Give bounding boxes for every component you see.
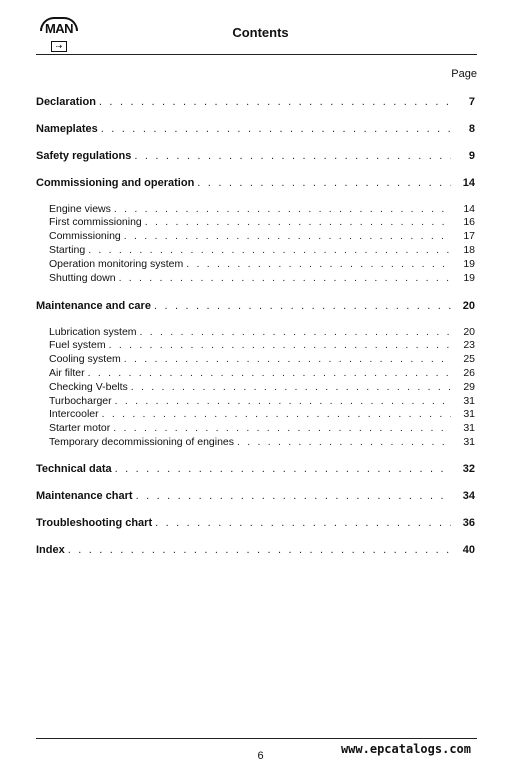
toc-section-entry[interactable] [36, 544, 475, 556]
toc-entry-label: Commissioning and operation [36, 177, 195, 189]
toc-entry-label: Starter motor [49, 422, 111, 434]
toc-entry-label: Maintenance and care [36, 300, 151, 312]
toc-entry-page: 31 [463, 422, 475, 434]
website-watermark: www.epcatalogs.com [340, 742, 471, 756]
toc-leader-dots [136, 490, 451, 502]
toc-entry-page: 40 [462, 544, 475, 556]
page-title: Contents [232, 25, 289, 40]
toc-entry-page: 17 [463, 230, 475, 242]
toc-subsection-entry[interactable] [49, 326, 475, 338]
toc-entry-label: Nameplates [36, 123, 98, 135]
toc-section-entry[interactable] [36, 150, 475, 162]
toc-entry-page: 18 [463, 244, 475, 256]
toc-leader-dots [114, 203, 451, 215]
toc-entry-label: Maintenance chart [36, 490, 133, 502]
toc-section-entry[interactable] [36, 123, 475, 135]
toc-subsection-entry[interactable] [49, 216, 475, 228]
toc-leader-dots [102, 408, 451, 420]
toc-entry-label: Commissioning [49, 230, 121, 242]
toc-section-entry[interactable] [36, 517, 475, 529]
toc-leader-dots [88, 367, 451, 379]
toc-leader-dots [124, 230, 451, 242]
page-number: 6 [257, 750, 264, 762]
toc-subsection-entry[interactable] [49, 339, 475, 351]
toc-entry-page: 31 [463, 408, 475, 420]
toc-subsection-entry[interactable] [49, 408, 475, 420]
toc-entry-label: Shutting down [49, 272, 116, 284]
toc-leader-dots [131, 381, 451, 393]
toc-entry-label: Checking V-belts [49, 381, 128, 393]
logo-text: MAN [44, 21, 74, 36]
toc-entry-label: Cooling system [49, 353, 121, 365]
toc-leader-dots [115, 395, 451, 407]
toc-leader-dots [109, 339, 451, 351]
toc-entry-label: First commissioning [49, 216, 142, 228]
toc-entry-label: Safety regulations [36, 150, 132, 162]
toc-leader-dots [186, 258, 451, 270]
toc-subsection-entry[interactable] [49, 381, 475, 393]
toc-leader-dots [145, 216, 451, 228]
toc-entry-label: Fuel system [49, 339, 106, 351]
toc-section-entry[interactable] [36, 96, 475, 108]
toc-entry-page: 16 [463, 216, 475, 228]
toc-leader-dots [134, 150, 451, 162]
toc-entry-page: 20 [463, 326, 475, 338]
toc-subsection-entry[interactable] [49, 422, 475, 434]
toc-entry-label: Turbocharger [49, 395, 112, 407]
toc-entry-page: 34 [462, 490, 475, 502]
footer-divider [36, 738, 477, 739]
toc-entry-page: 9 [468, 150, 475, 162]
page-column-header: Page [451, 68, 477, 80]
toc-subsection-entry[interactable] [49, 367, 475, 379]
toc-entry-page: 19 [463, 272, 475, 284]
toc-entry-page: 26 [463, 367, 475, 379]
toc-leader-dots [88, 244, 451, 256]
toc-entry-label: Intercooler [49, 408, 99, 420]
toc-subsection-entry[interactable] [49, 272, 475, 284]
toc-section-entry[interactable] [36, 300, 475, 312]
header-divider [36, 54, 477, 55]
toc-entry-label: Temporary decommissioning of engines [49, 436, 235, 448]
toc-entry-label: Troubleshooting chart [36, 517, 153, 529]
toc-entry-label: Technical data [36, 463, 112, 475]
toc-entry-page: 23 [463, 339, 475, 351]
toc-entry-page: 32 [462, 463, 475, 475]
toc-leader-dots [115, 463, 451, 475]
toc-leader-dots [68, 544, 451, 556]
toc-subsection-entry[interactable] [49, 395, 475, 407]
toc-entry-label: Engine views [49, 203, 111, 215]
logo-arrow-icon: ⇢ [51, 41, 67, 52]
toc-entry-page: 14 [462, 177, 475, 189]
toc-leader-dots [140, 326, 451, 338]
toc-section-entry[interactable] [36, 463, 475, 475]
toc-section-entry[interactable] [36, 490, 475, 502]
toc-leader-dots [197, 177, 451, 189]
toc-entry-label: Index [36, 544, 65, 556]
toc-entry-page: 8 [468, 123, 475, 135]
toc-entry-page: 31 [463, 395, 475, 407]
toc-subsection-entry[interactable] [49, 203, 475, 215]
toc-leader-dots [155, 517, 451, 529]
toc-entry-page: 29 [463, 381, 475, 393]
toc-entry-label: Air filter [49, 367, 85, 379]
toc-leader-dots [101, 123, 451, 135]
toc-leader-dots [99, 96, 451, 108]
toc-entry-label: Operation monitoring system [49, 258, 184, 270]
toc-entry-label: Starting [49, 244, 86, 256]
toc-entry-page: 36 [462, 517, 475, 529]
toc-leader-dots [113, 422, 451, 434]
toc-leader-dots [237, 436, 451, 448]
toc-entry-page: 20 [462, 300, 475, 312]
toc-entry-page: 31 [463, 436, 475, 448]
toc-subsection-entry[interactable] [49, 353, 475, 365]
toc-subsection-entry[interactable] [49, 436, 475, 448]
toc-leader-dots [124, 353, 451, 365]
toc-entry-page: 19 [463, 258, 475, 270]
toc-entry-page: 25 [463, 353, 475, 365]
toc-subsection-entry[interactable] [49, 230, 475, 242]
toc-subsection-entry[interactable] [49, 258, 475, 270]
toc-leader-dots [154, 300, 451, 312]
toc-section-entry[interactable] [36, 177, 475, 189]
toc-entry-page: 14 [463, 203, 475, 215]
toc-entry-page: 7 [468, 96, 475, 108]
toc-leader-dots [119, 272, 451, 284]
toc-entry-label: Lubrication system [49, 326, 137, 338]
toc-subsection-entry[interactable] [49, 244, 475, 256]
toc-entry-label: Declaration [36, 96, 96, 108]
